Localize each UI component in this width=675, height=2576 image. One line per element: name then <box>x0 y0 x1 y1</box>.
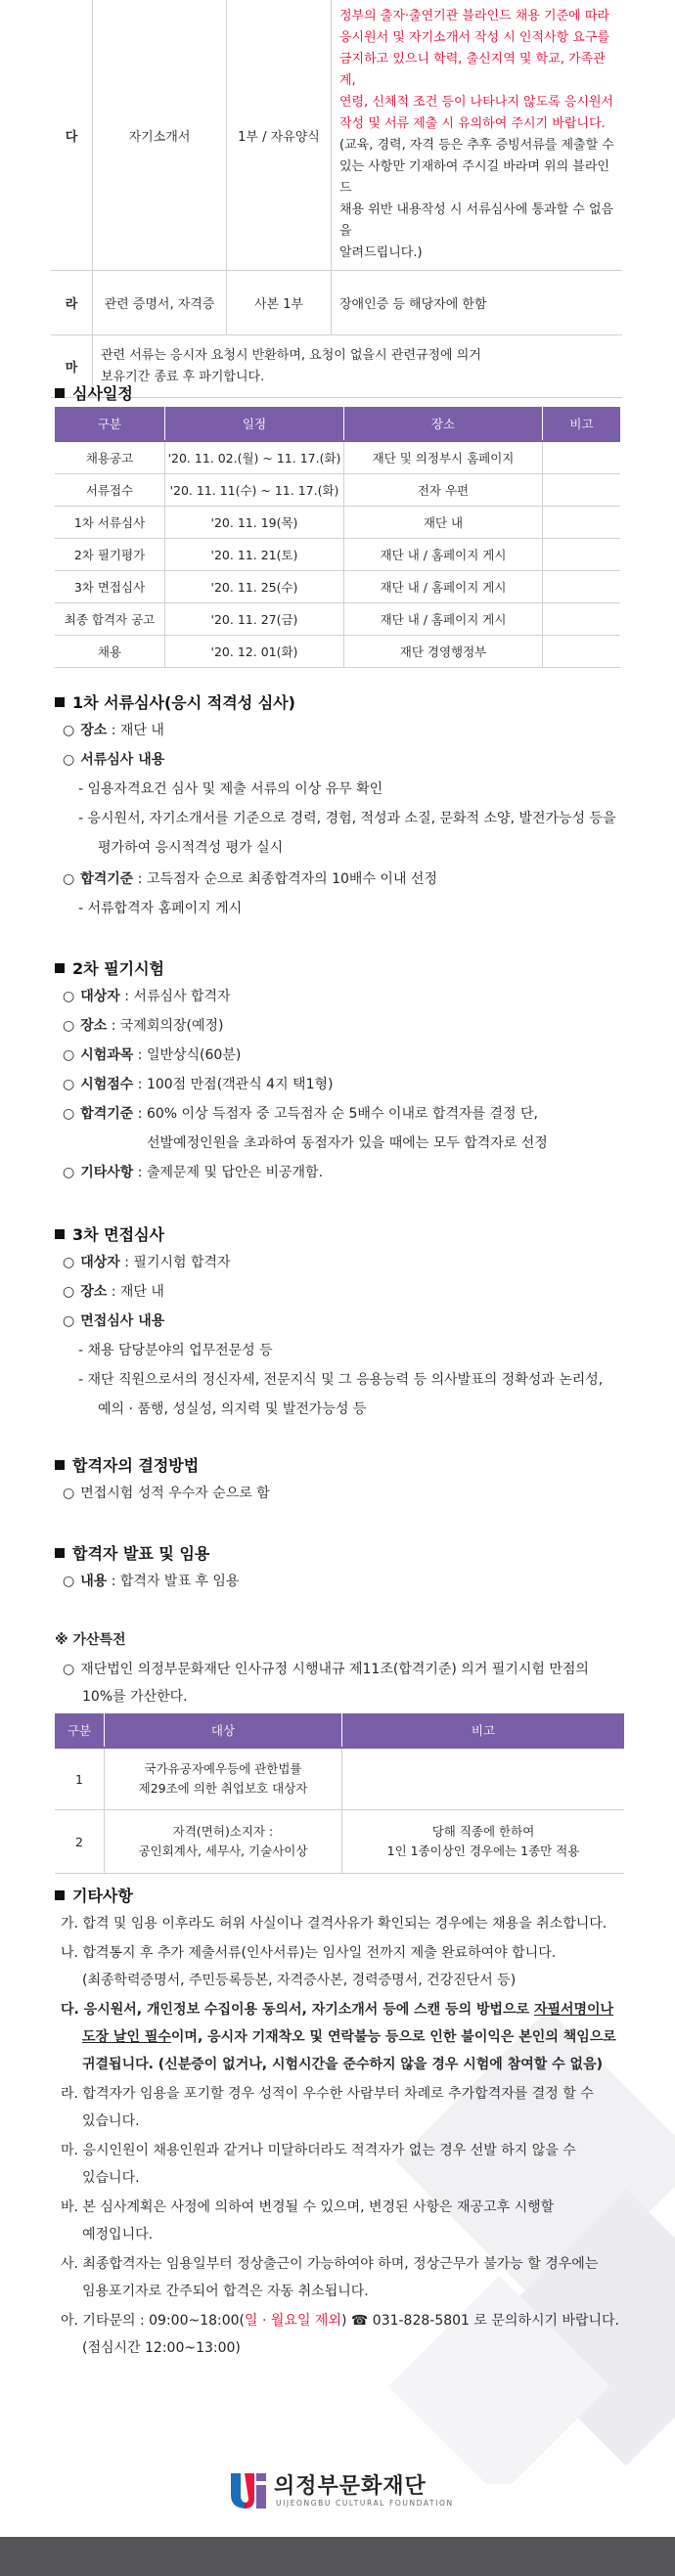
value: : 재단 내 <box>107 1284 164 1300</box>
label: 대상자 <box>80 1255 120 1270</box>
value: : 일반상식(60분) <box>133 1047 242 1063</box>
cell <box>105 1810 342 1874</box>
note-line: 보유기간 종료 후 파기합니다. <box>101 369 265 384</box>
list-item: - 채용 담당분야의 업무전문성 등 <box>78 1343 273 1358</box>
cell: 2차 필기평가 <box>55 539 165 571</box>
cell: 2 <box>55 1810 105 1874</box>
label: 서류심사 내용 <box>80 752 165 768</box>
text: 이며, 응시자 기재착오 및 연락불능 등으로 인한 불이익은 본인의 책임으로 <box>170 2029 616 2045</box>
etc-da-cont <box>82 2026 616 2046</box>
step3-place: ○ 장소 : 재단 내 <box>63 1284 164 1300</box>
etc-a <box>61 2310 619 2330</box>
etc-da <box>61 1999 613 2019</box>
cell: 최종 합격자 공고 <box>55 603 165 636</box>
value: 면접시험 성적 우수자 순으로 함 <box>80 1486 270 1501</box>
cell <box>543 636 621 668</box>
value: : 고득점자 순으로 최종합격자의 10배수 이내 선정 <box>133 871 437 887</box>
bonus-title: ※ 가산특전 <box>55 1632 126 1648</box>
cell-line: 제29조에 의한 취업보호 대상자 <box>138 1781 308 1796</box>
label: 합격기준 <box>80 1106 134 1122</box>
doc-note <box>93 335 623 398</box>
value: : 재단 내 <box>107 723 164 738</box>
etc-sa: 사. 최종합격자는 임용일부터 정상출근이 가능하여야 하며, 정상근무가 불가능 할 경우에는 <box>61 2256 599 2272</box>
value: 재단법인 의정부문화재단 인사규정 시행내규 제11조(합격기준) 의거 필기시험 만점의 <box>80 1662 589 1677</box>
table-row <box>51 271 622 335</box>
logo-mark-icon <box>227 2469 268 2512</box>
text: ) ☎ 031-828-5801 로 문의하시기 바랍니다. <box>340 2313 620 2329</box>
cell: '20. 11. 27(금) <box>165 603 344 636</box>
cell-line: 자격(면허)소지자 : <box>172 1824 274 1839</box>
section-title-step3: 3차 면접심사 <box>55 1222 164 1245</box>
footer-bar <box>0 2537 675 2576</box>
cell-line: 공인회계사, 세무사, 기술사이상 <box>138 1843 308 1858</box>
doc-name: 자기소개서 <box>93 0 227 271</box>
etc-ma: 마. 응시인원이 채용인원과 같거나 미달하더라도 적격자가 없는 경우 선발 하지 않을 수 <box>61 2143 576 2158</box>
label: 대상자 <box>80 989 120 1004</box>
decision-line: ○ 면접시험 성적 우수자 순으로 함 <box>63 1486 270 1501</box>
bonus-line-cont: 10%를 가산한다. <box>82 1689 188 1705</box>
table-row <box>55 1810 624 1874</box>
step2-pass-cont: 선발예정인원을 초과하여 동점자가 있을 때에는 모두 합격자로 선정 <box>147 1135 548 1151</box>
col-header: 구분 <box>55 1713 105 1748</box>
etc-sa-cont: 임용포기자로 간주되어 합격은 자동 취소됩니다. <box>82 2284 369 2299</box>
etc-da-cont2: 귀결됩니다. (신분증이 없거나, 시험시간을 준수하지 않을 경우 시험에 참여할 수 없음) <box>82 2057 603 2072</box>
value: : 합격자 발표 후 임용 <box>107 1574 240 1589</box>
step3-content-label: ○ 면접심사 내용 <box>63 1313 165 1329</box>
table-row <box>51 335 622 398</box>
value: : 60% 이상 득점자 중 고득점자 순 5배수 이내로 합격자를 결정 단, <box>133 1106 538 1122</box>
cell: 전자 우편 <box>344 474 543 507</box>
text: 아. 기타문의 : 09:00~18:00( <box>61 2313 246 2329</box>
cell <box>543 441 621 474</box>
cell <box>543 539 621 571</box>
cell: '20. 12. 01(화) <box>165 636 344 668</box>
cell: 3차 면접심사 <box>55 571 165 603</box>
cell <box>543 603 621 636</box>
blind-note-line: 작성 및 서류 제출 시 유의하여 주시기 바랍니다. <box>339 116 606 131</box>
cell-line: 1인 1종이상인 경우에는 1종만 적용 <box>386 1843 580 1858</box>
cell <box>543 474 621 507</box>
etc-ra-cont: 있습니다. <box>82 2113 140 2129</box>
text-underline: 도장 날인 필수 <box>82 2029 171 2045</box>
list-item: 평가하여 응시적격성 평가 실시 <box>98 840 284 856</box>
step2-pass: ○ 합격기준 : 60% 이상 득점자 중 고득점자 순 5배수 이내로 합격자를 결정 단, <box>63 1106 538 1122</box>
cell <box>342 1748 625 1810</box>
doc-qty: 사본 1부 <box>227 271 332 335</box>
cell: '20. 11. 11(수) ~ 11. 17.(화) <box>165 474 344 507</box>
cell: 재단 내 / 홈페이지 게시 <box>344 603 543 636</box>
table-row <box>51 0 622 271</box>
list-item: 예의 · 품행, 성실성, 의지력 및 발전가능성 등 <box>98 1401 367 1417</box>
announce-line: ○ 내용 : 합격자 발표 후 임용 <box>63 1574 240 1589</box>
label: 기타사항 <box>80 1165 134 1180</box>
row-id: 라 <box>51 271 93 335</box>
bonus-line: ○ 재단법인 의정부문화재단 인사규정 시행내규 제11조(합격기준) 의거 필기시험 만점의 <box>63 1662 589 1677</box>
cell: 1차 서류심사 <box>55 507 165 539</box>
step1-content-label: ○ 서류심사 내용 <box>63 752 165 768</box>
etc-ma-cont: 있습니다. <box>82 2170 140 2186</box>
blind-note-line: 금지하고 있으니 학력, 출신지역 및 학교, 가족관계, <box>339 52 606 88</box>
step3-target: ○ 대상자 : 필기시험 합격자 <box>63 1255 231 1270</box>
value: : 국제회의장(예정) <box>107 1018 224 1034</box>
value: : 100점 만점(객관식 4지 택1형) <box>133 1077 334 1092</box>
section-title-etc: 기타사항 <box>55 1884 133 1906</box>
section-title-step2: 2차 필기시험 <box>55 956 164 979</box>
table-row <box>55 1748 624 1810</box>
schedule-table <box>55 407 620 668</box>
text-red: 일 · 월요일 제외 <box>245 2313 341 2329</box>
col-header: 비고 <box>342 1713 625 1748</box>
cell <box>105 1748 342 1810</box>
note-line: (교육, 경력, 자격 등은 추후 증빙서류를 제출할 수 <box>339 138 614 153</box>
table-row <box>55 603 620 636</box>
value: : 필기시험 합격자 <box>119 1255 231 1270</box>
note-line: 채용 위반 내용작성 시 서류심사에 통과할 수 없음을 <box>339 202 614 239</box>
list-item: - 응시원서, 자기소개서를 기준으로 경력, 경험, 적성과 소질, 문화적 소양, 발전가능성 등을 <box>78 811 616 826</box>
col-header: 장소 <box>344 407 543 441</box>
text: 다. 응시원서, 개인정보 수집이용 동의서, 자기소개서 등에 스캔 등의 방법으로 <box>61 2002 534 2018</box>
table-row <box>55 539 620 571</box>
col-header: 구분 <box>55 407 165 441</box>
table-row <box>55 571 620 603</box>
step2-etc: ○ 기타사항 : 출제문제 및 답안은 비공개함. <box>63 1165 324 1180</box>
bonus-table <box>55 1713 624 1874</box>
step2-subject: ○ 시험과목 : 일반상식(60분) <box>63 1047 242 1063</box>
logo-name: 의정부문화재단 <box>274 2474 427 2499</box>
cell <box>342 1810 625 1874</box>
etc-a-cont: (점심시간 12:00~13:00) <box>82 2340 241 2356</box>
label: 면접심사 내용 <box>80 1313 165 1329</box>
etc-na-cont: (최종학력증명서, 주민등록등본, 자격증사본, 경력증명서, 건강진단서 등) <box>82 1973 517 1988</box>
cell: '20. 11. 02.(월) ~ 11. 17.(화) <box>165 441 344 474</box>
step1-place: ○ 장소 : 재단 내 <box>63 723 164 738</box>
cell: 재단 내 / 홈페이지 게시 <box>344 571 543 603</box>
table-row <box>55 636 620 668</box>
row-id: 마 <box>51 335 93 398</box>
table-row <box>55 507 620 539</box>
list-item: - 임용자격요건 심사 및 제출 서류의 이상 유무 확인 <box>78 781 383 797</box>
cell: '20. 11. 21(토) <box>165 539 344 571</box>
note-line: 알려드립니다.) <box>339 245 423 260</box>
cell: 재단 내 <box>344 507 543 539</box>
cell: 서류접수 <box>55 474 165 507</box>
application-docs-table <box>51 0 622 398</box>
step2-target: ○ 대상자 : 서류심사 합격자 <box>63 989 231 1004</box>
doc-note: 장애인증 등 해당자에 한함 <box>332 271 623 335</box>
step2-score: ○ 시험점수 : 100점 만점(객관식 4지 택1형) <box>63 1077 334 1092</box>
blind-note-line: 응시원서 및 자기소개서 작성 시 인적사항 요구를 <box>339 30 609 45</box>
step1-pass: ○ 합격기준 : 고득점자 순으로 최종합격자의 10배수 이내 선정 <box>63 871 437 887</box>
doc-qty: 1부 / 자유양식 <box>227 0 332 271</box>
section-title-step1: 1차 서류심사(응시 적격성 심사) <box>55 690 295 713</box>
table-row <box>55 441 620 474</box>
col-header: 일정 <box>165 407 344 441</box>
doc-note <box>332 0 623 271</box>
table-row <box>55 474 620 507</box>
doc-name: 관련 증명서, 자격증 <box>93 271 227 335</box>
value: : 출제문제 및 답안은 비공개함. <box>133 1165 324 1180</box>
cell: 1 <box>55 1748 105 1810</box>
cell: 채용 <box>55 636 165 668</box>
cell: 재단 및 의정부시 홈페이지 <box>344 441 543 474</box>
note-line: 있는 사항만 기재하여 주시길 바라며 위의 블라인드 <box>339 159 609 196</box>
note-line: 관련 서류는 응시자 요청시 반환하며, 요청이 없을시 관련규정에 의거 <box>101 347 481 363</box>
cell-line: 국가유공자예우등에 관한법률 <box>144 1761 302 1776</box>
foundation-logo <box>227 2467 472 2514</box>
list-item: - 서류합격자 홈페이지 게시 <box>78 901 243 916</box>
cell: 재단 내 / 홈페이지 게시 <box>344 539 543 571</box>
cell: '20. 11. 19(목) <box>165 507 344 539</box>
label: 시험과목 <box>80 1047 134 1063</box>
text-underline: 자필서명이나 <box>533 2002 614 2018</box>
label: 장소 <box>80 723 108 738</box>
cell <box>543 571 621 603</box>
cell <box>543 507 621 539</box>
col-header: 비고 <box>543 407 621 441</box>
cell: '20. 11. 25(수) <box>165 571 344 603</box>
label: 내용 <box>80 1574 108 1589</box>
etc-ra: 라. 합격자가 임용을 포기할 경우 성적이 우수한 사람부터 차례로 추가합격자를 결정 할 수 <box>61 2086 594 2102</box>
col-header: 대상 <box>105 1713 342 1748</box>
section-title-schedule: 심사일정 <box>55 381 133 404</box>
cell: 채용공고 <box>55 441 165 474</box>
list-item: - 재단 직원으로서의 정신자세, 전문지식 및 그 응용능력 등 의사발표의 정확성과 논리성, <box>78 1372 604 1388</box>
etc-ba-cont: 예정입니다. <box>82 2227 154 2243</box>
label: 시험점수 <box>80 1077 134 1092</box>
blind-note-line: 연령, 신체적 조건 등이 나타나지 않도록 응시원서 <box>339 95 614 110</box>
cell: 재단 경영행정부 <box>344 636 543 668</box>
label: 장소 <box>80 1018 108 1034</box>
section-title-announce: 합격자 발표 및 임용 <box>55 1541 209 1564</box>
label: 장소 <box>80 1284 108 1300</box>
section-title-decision: 합격자의 결정방법 <box>55 1453 199 1476</box>
etc-ga: 가. 합격 및 임용 이후라도 허위 사실이나 결격사유가 확인되는 경우에는 채용을 취소합니다. <box>61 1916 608 1932</box>
cell-line: 당해 직종에 한하여 <box>431 1824 535 1839</box>
value: : 서류심사 합격자 <box>119 989 231 1004</box>
step2-place: ○ 장소 : 국제회의장(예정) <box>63 1018 224 1034</box>
logo-sub: UIJEONGBU CULTURAL FOUNDATION <box>276 2499 454 2508</box>
blind-note-line: 정부의 출자·출연기관 블라인드 채용 기준에 따라 <box>339 9 609 23</box>
etc-na: 나. 합격통지 후 추가 제출서류(인사서류)는 임사일 전까지 제출 완료하여야 합니다. <box>61 1945 557 1961</box>
row-id: 다 <box>51 0 93 271</box>
etc-ba: 바. 본 심사계획은 사정에 의하여 변경될 수 있으며, 변경된 사항은 재공고후 시행할 <box>61 2199 555 2215</box>
label: 합격기준 <box>80 871 134 887</box>
